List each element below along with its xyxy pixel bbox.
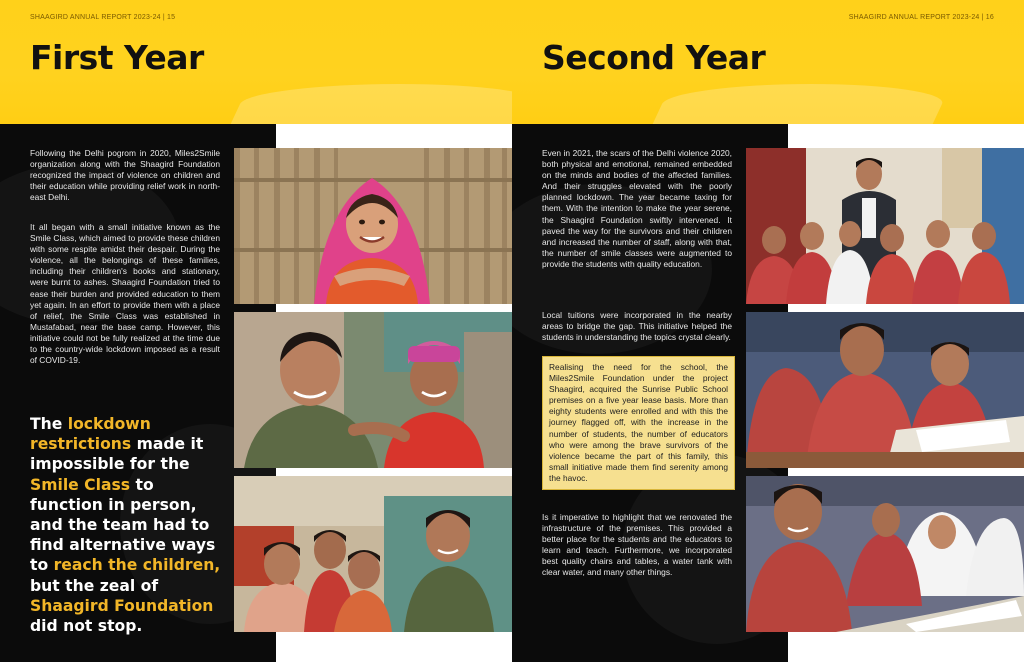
quote-text: did not stop. bbox=[30, 617, 143, 636]
photo-class-with-teacher bbox=[746, 148, 1024, 304]
right-paragraph-1: Even in 2021, the scars of the Delhi violence 2020, both physical and emotional, remained embedded on the minds and bodies of the affected families. And their struggles elevated with the poorly planned lockdown. The year became taxing for them. With the intention to make the year serene, the Shaagird Foundation swiftly intervened. It paved the way for the survivors and their children and increased the number of staff, along with that, the number of smile classes were augmented to provide the students with quality education. bbox=[542, 148, 732, 269]
quote-highlight: Smile Class bbox=[30, 475, 131, 494]
left-running-head: SHAAGIRD ANNUAL REPORT 2023-24 | 15 bbox=[30, 14, 176, 21]
right-page-title: Second Year bbox=[542, 38, 766, 77]
right-running-head: SHAAGIRD ANNUAL REPORT 2023-24 | 16 bbox=[848, 14, 994, 21]
quote-text: The bbox=[30, 415, 68, 433]
quote-text: but the zeal of bbox=[30, 576, 159, 595]
header-swoosh bbox=[653, 84, 952, 124]
left-page-title: First Year bbox=[30, 38, 204, 77]
photo-students-writing bbox=[746, 312, 1024, 468]
school-callout-box: Realising the need for the school, the Miles2Smile Foundation under the project Shaagird, acquired the Sunrise Public School premises on a five year lease basis. More than eighty students were enrolled and with this the journey flagged off, with the increase in the number of students, the number of educators who were among the brave survivors of the violence became the part of this family, this small initiative made them find serenity among the havoc. bbox=[542, 356, 735, 490]
left-header-band bbox=[0, 0, 512, 124]
quote-highlight: Shaagird Foundation bbox=[30, 596, 214, 615]
photo-man-and-boy bbox=[234, 312, 512, 468]
photo-girl-pink-scarf bbox=[234, 148, 512, 304]
quote-text: to function in person, and the team had to find alternative ways to bbox=[30, 475, 216, 575]
right-header-band bbox=[512, 0, 1024, 124]
left-paragraph-2: It all began with a small initiative known as the Smile Class, which aimed to provide these children with some respite amidst their despair. During the violence, all the belongings of these families, including their children's books and stationary, were burnt to ashes. Shaagird Foundation tried to ease their burden and provided education to them yet again. In an effort to provide them with a place of relief, the Smile Class was established in Mustafabad, near the base camp. However, this initiative could not be fully realized at the time due to the country-wide lockdown imposed as a result of COVID-19. bbox=[30, 222, 220, 366]
header-swoosh bbox=[231, 84, 512, 124]
photo-children-group bbox=[234, 476, 512, 632]
left-paragraph-1: Following the Delhi pogrom in 2020, Miles2Smile organization along with the Shaagird Foundation recognized the impact of violence on children and their education while providing relief work in north-east Delhi. bbox=[30, 148, 220, 203]
quote-text: made it impossible for the bbox=[30, 435, 204, 474]
quote-highlight: reach the children, bbox=[53, 556, 221, 575]
photo-boy-at-desk bbox=[746, 476, 1024, 632]
right-paragraph-2: Local tuitions were incorporated in the nearby areas to bridge the gap. This initiative helped the students in understanding the topics crystal clearly. bbox=[542, 310, 732, 343]
right-paragraph-3: Is it imperative to highlight that we renovated the infrastructure of the premises. This provided a better place for the students and the educators to learn and teach. Furthermore, we incorporated best quality chairs and tables, a water tank with clear water, and many other things. bbox=[542, 512, 732, 578]
pull-quote bbox=[30, 414, 230, 636]
quote-highlight: lockdown restrictions bbox=[30, 415, 151, 454]
